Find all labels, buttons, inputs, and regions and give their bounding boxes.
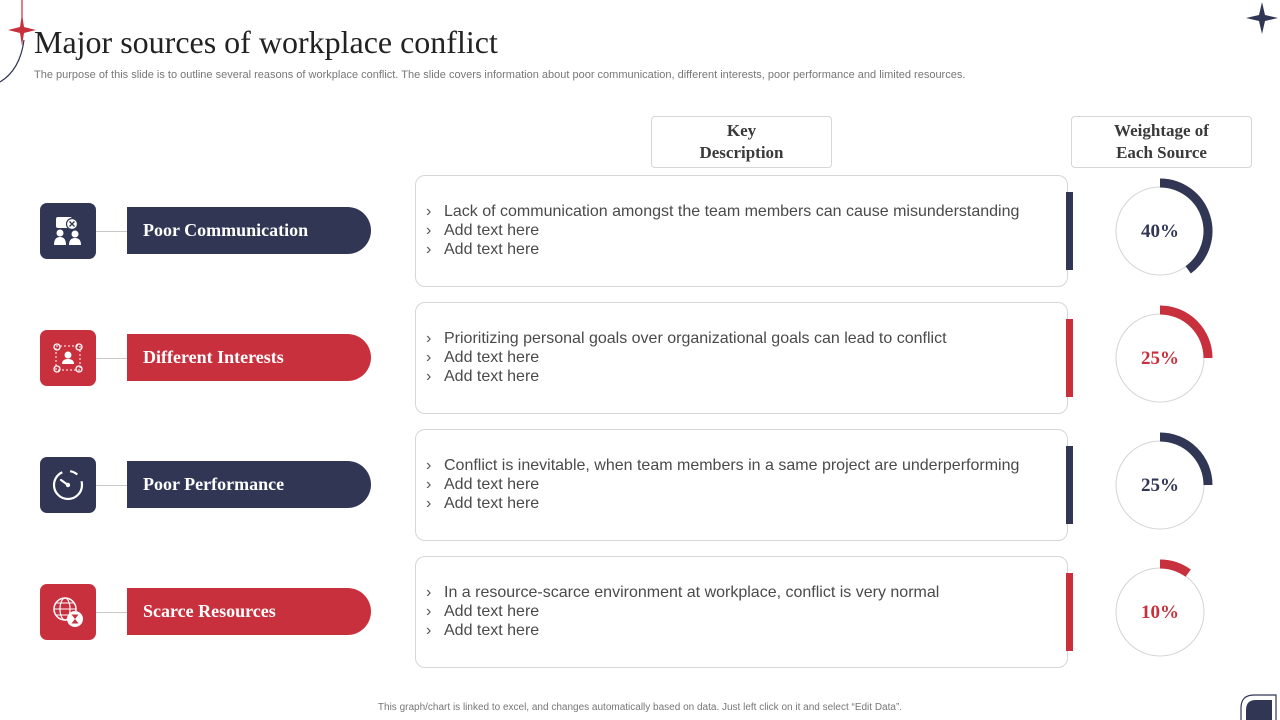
key-header-line1: Key [726, 121, 757, 140]
accent-bar [1066, 319, 1073, 397]
chevron-right-icon: › [426, 584, 432, 601]
bullet-item: › Prioritizing personal goals over organizational goals can lead to conflict [426, 330, 947, 347]
description-card [415, 302, 1068, 414]
bullet-item: › Add text here [426, 476, 540, 493]
source-label: Different Interests [143, 347, 284, 367]
gauge-icon [50, 467, 86, 503]
footer-note: This graph/chart is linked to excel, and changes automatically based on data. Just left click on it and select “Edit Data”. [377, 702, 903, 713]
bullet-item: › Lack of communication amongst the team members can cause misunderstanding [426, 203, 1020, 220]
weightage-header [1071, 116, 1252, 168]
chevron-right-icon: › [426, 622, 432, 639]
weightage-donut [1105, 557, 1215, 667]
different-interests-icon-box [40, 330, 96, 386]
chevron-right-icon: › [426, 241, 432, 258]
chevron-right-icon: › [426, 330, 432, 347]
weightage-value: 25% [1141, 348, 1179, 369]
source-row-scarce-resources [0, 556, 1280, 670]
weight-header-line2: Each Source [1116, 143, 1207, 162]
bullet-item: › Add text here [426, 349, 540, 366]
description-card [415, 175, 1068, 287]
scarce-resources-icon-box [40, 584, 96, 640]
bullet-item: › Conflict is inevitable, when team members in a same project are underperforming [426, 457, 1020, 474]
bullet-item: › Add text here [426, 603, 540, 620]
bullet-item: › Add text here [426, 622, 540, 639]
weightage-value: 10% [1141, 602, 1179, 623]
bullet-item: › Add text here [426, 368, 540, 385]
poor-performance-icon-box [40, 457, 96, 513]
bullet-item: › Add text here [426, 241, 540, 258]
source-pill-poor-performance [127, 461, 371, 508]
connector-line [96, 612, 128, 613]
source-pill-poor-communication [127, 207, 371, 254]
accent-bar [1066, 192, 1073, 270]
chevron-right-icon: › [426, 476, 432, 493]
chevron-right-icon: › [426, 368, 432, 385]
chevron-right-icon: › [426, 222, 432, 239]
weightage-value: 40% [1141, 221, 1179, 242]
weightage-donut [1105, 303, 1215, 413]
star-corner-icon [1240, 0, 1280, 40]
page-title: Major sources of workplace conflict [34, 24, 498, 60]
chevron-right-icon: › [426, 349, 432, 366]
source-row-poor-communication [0, 175, 1280, 289]
connector-line [96, 358, 128, 359]
globe-hourglass-icon [50, 594, 86, 630]
source-row-different-interests [0, 302, 1280, 416]
weightage-donut [1105, 176, 1215, 286]
page-subtitle: The purpose of this slide is to outline several reasons of workplace conflict. The slide covers information about poor communication, different interests, poor performance and limited resources. [34, 69, 966, 81]
key-description-header [651, 116, 832, 168]
connector-line [96, 485, 128, 486]
weightage-arc [1160, 564, 1188, 573]
bullet-item: › In a resource-scarce environment at workplace, conflict is very normal [426, 584, 940, 601]
chevron-right-icon: › [426, 203, 432, 220]
chevron-right-icon: › [426, 495, 432, 512]
description-card [415, 429, 1068, 541]
bullet-item: › Add text here [426, 222, 540, 239]
source-label: Poor Performance [143, 474, 285, 494]
people-network-icon [50, 340, 86, 376]
source-label: Scarce Resources [143, 601, 276, 621]
bullet-item: › Add text here [426, 495, 540, 512]
chevron-right-icon: › [426, 457, 432, 474]
accent-bar [1066, 573, 1073, 651]
connector-line [96, 231, 128, 232]
chevron-right-icon: › [426, 603, 432, 620]
source-pill-scarce-resources [127, 588, 371, 635]
accent-bar [1066, 446, 1073, 524]
source-row-poor-performance [0, 429, 1280, 543]
weightage-donut [1105, 430, 1215, 540]
source-pill-different-interests [127, 334, 371, 381]
speech-bubbles-icon [50, 213, 86, 249]
source-label: Poor Communication [143, 220, 309, 240]
weight-header-line1: Weightage of [1114, 121, 1209, 140]
key-header-line2: Description [699, 143, 784, 162]
poor-communication-icon-box [40, 203, 96, 259]
description-card [415, 556, 1068, 668]
weightage-value: 25% [1141, 475, 1179, 496]
